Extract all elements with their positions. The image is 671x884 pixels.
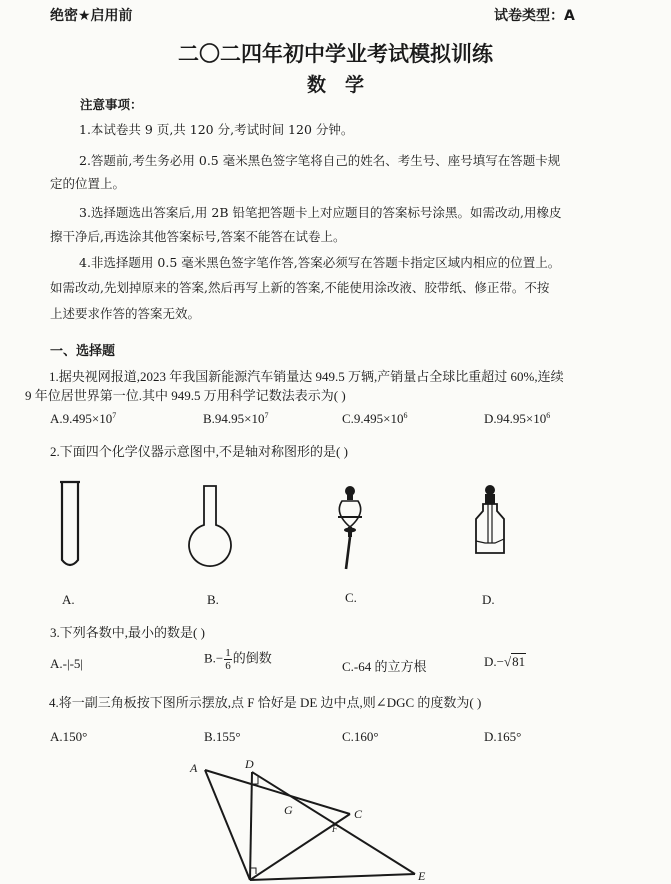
notice-item-1: 1.本试卷共 9 页,共 120 分,考试时间 120 分钟。 <box>79 122 354 137</box>
label-f: F <box>332 824 338 834</box>
round-flask-figure <box>183 483 237 573</box>
triangle-set-figure <box>180 756 440 884</box>
q1-stem-line2: 9 年位居世界第一位.其中 949.5 万用科学记数法表示为( ) <box>25 388 346 403</box>
q2-option-a: A. <box>62 592 75 607</box>
q2-option-b: B. <box>207 592 219 607</box>
q3-option-d: D.−√81 <box>484 654 526 669</box>
notice-item-4: 4.非选择题用 0.5 毫米黑色签字笔作答,答案必须写在答题卡指定区域内相应的位置上。 <box>79 255 561 270</box>
sqrt-icon: √ <box>503 654 512 669</box>
notice-heading: 注意事项： <box>80 97 143 112</box>
notice-item-3-cont: 擦干净后,再选涂其他答案标号,答案不能答在试卷上。 <box>50 229 346 244</box>
fraction: $\frac{1}{6}$ <box>225 647 231 672</box>
q4-option-c: C.160° <box>342 729 379 744</box>
secret-label: 绝密★启用前 <box>50 8 133 24</box>
notice-item-2-cont: 定的位置上。 <box>50 176 126 191</box>
section-heading: 一、选择题 <box>50 344 116 359</box>
label-d: D <box>245 757 254 771</box>
paper-type-label: 试卷类型：A <box>494 8 575 24</box>
q4-option-a: A.150° <box>50 729 88 744</box>
q2-stem: 2.下面四个化学仪器示意图中,不是轴对称图形的是( ) <box>50 444 348 459</box>
q1-stem-line1: 1.据央视网报道,2023 年我国新能源汽车销量达 949.5 万辆,产销量占全球比重超过 60%,连续 <box>49 369 564 384</box>
q3-stem: 3.下列各数中,最小的数是( ) <box>50 625 205 640</box>
notice-item-2: 2.答题前,考生务必用 0.5 毫米黑色签字笔将自己的姓名、考生号、座号填写在答题卡规 <box>79 153 561 168</box>
label-a: A <box>190 761 198 775</box>
q1-option-d: $D.94.95\times 10^6$ <box>484 411 551 426</box>
notice-item-3: 3.选择题选出答案后,用 2B 铅笔把答题卡上对应题目的答案标号涂黑。如需改动,用橡皮 <box>79 205 562 220</box>
separatory-funnel-figure <box>330 483 370 575</box>
q1-option-c: $C.9.495\times 10^6$ <box>342 411 408 426</box>
q2-option-d: D. <box>482 592 495 607</box>
dropper-bottle-figure <box>470 483 510 563</box>
q4-stem: 4.将一副三角板按下图所示摆放,点 F 恰好是 DE 边中点,则∠DGC 的度数为( ) <box>49 695 482 710</box>
label-c: C <box>354 807 363 821</box>
notice-item-4-cont1: 如需改动,先划掉原来的答案,然后再写上新的答案,不能使用涂改液、胶带纸、修正带。不按 <box>50 280 550 295</box>
subject-title: 数 学 <box>306 74 364 96</box>
test-tube-figure <box>55 478 85 570</box>
label-g: G <box>284 803 293 817</box>
q3-option-c: C.-64 的立方根 <box>342 659 427 674</box>
q3-option-a: A.-|-5| <box>50 656 84 671</box>
q3-option-b: B.− $\frac{1}{6}$ 的倒数 <box>204 647 272 672</box>
q2-option-c: C. <box>345 590 357 605</box>
q1-option-b: $B.94.95\times 10^7$ <box>203 411 269 426</box>
q4-option-b: B.155° <box>204 729 241 744</box>
notice-item-4-cont2: 上述要求作答的答案无效。 <box>50 306 201 321</box>
q1-option-a: $A.9.495\times 10^7$ <box>50 411 117 426</box>
exam-title: 二〇二四年初中学业考试模拟训练 <box>178 41 493 66</box>
q4-option-d: D.165° <box>484 729 522 744</box>
label-e: E <box>418 869 426 883</box>
